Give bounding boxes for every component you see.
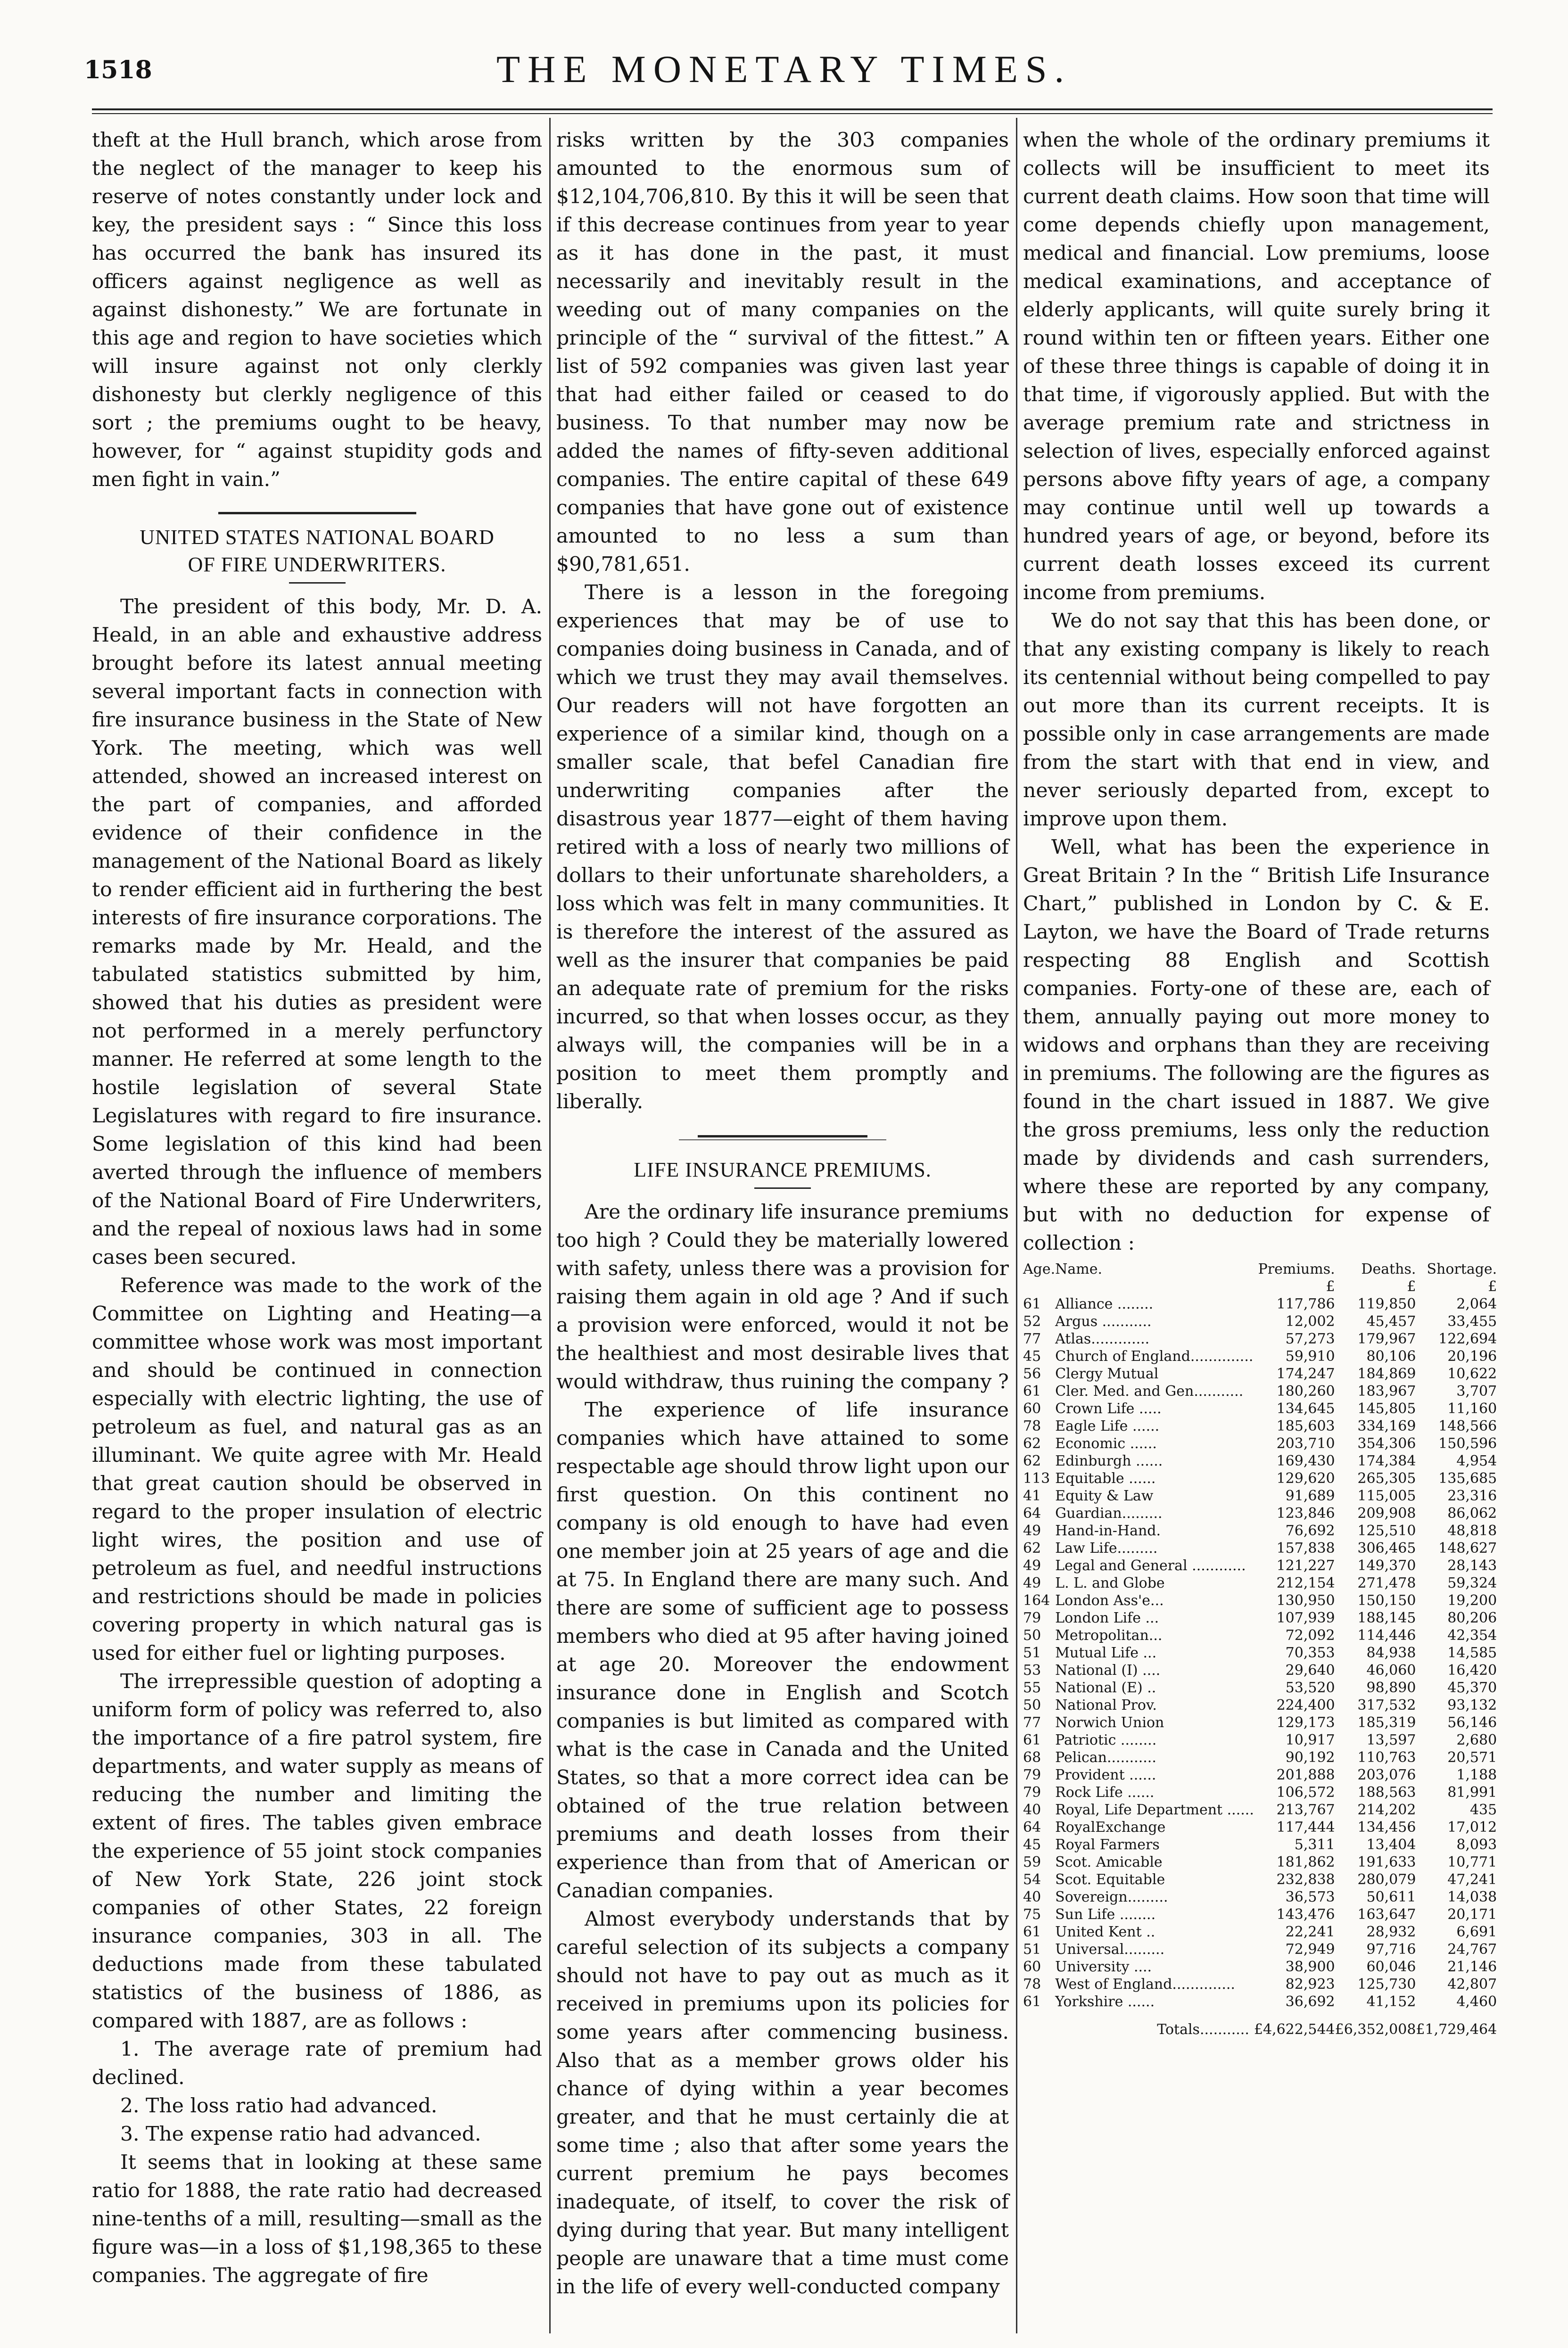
row-premiums: 22,241 [1285, 1924, 1335, 1940]
table-row [1023, 1662, 1497, 1679]
row-shortage: 80,206 [1447, 1610, 1497, 1626]
row-shortage: 59,324 [1447, 1575, 1497, 1591]
row-company-name: Clergy Mutual [1055, 1366, 1159, 1382]
row-company-name: Royal Farmers [1055, 1837, 1160, 1853]
row-deaths: 28,932 [1366, 1924, 1416, 1940]
totals-deaths: £6,352,008 [1335, 2021, 1416, 2038]
section-divider [218, 512, 416, 514]
section-divider [698, 1135, 867, 1137]
table-row [1023, 1487, 1497, 1505]
table-row [1023, 1819, 1497, 1836]
row-deaths: 13,404 [1366, 1837, 1416, 1853]
paragraph: There is a lesson in the foregoing experiences that may be of use to companies doing business in Canada, and of which we trust they may avail themselves. Our readers will not have forgotten an experience of a similar kind, though on a smaller scale, that befel Canadian fire underwriting companies after the disastrous year 1877—eight of them having retired with a loss of nearly two millions of dollars to their unfortunate shareholders, a loss which was felt in many communities. It is therefore the interest of the assured as well as the insurer that companies be paid an adequate rate of premium for the risks incurred, so that when losses occur, as they always will, the companies will be in a position to meet them promptly and liberally. [556, 581, 1009, 1113]
table-row [1023, 1330, 1497, 1348]
row-shortage: 1,188 [1456, 1767, 1497, 1783]
row-company-name: Royal, Life Department ...... [1055, 1802, 1254, 1818]
row-deaths: 97,716 [1366, 1941, 1416, 1958]
row-deaths: 115,005 [1357, 1488, 1416, 1504]
row-deaths: 203,076 [1357, 1767, 1416, 1783]
row-premiums: 106,572 [1276, 1784, 1335, 1801]
row-company-name: National (I) .... [1055, 1662, 1161, 1679]
paragraph: Reference was made to the work of the Committee on Lighting and Heating—a committee whose work was most important and should be continued in connection especially with electric lighting, the use of petroleum as fuel, and natural gas as an illuminant. We quite agree with Mr. Heald that great caution should be observed in regard to the proper insulation of electric light wires, the position and use of petroleum as fuel, and needful instructions and restrictions should be made in policies covering property in which natural gas is used for either fuel or lighting purposes. [92, 1274, 542, 1665]
row-deaths: 334,169 [1357, 1418, 1416, 1434]
row-shortage: 14,585 [1447, 1645, 1497, 1661]
row-shortage: 150,596 [1438, 1435, 1497, 1452]
row-premiums: 36,692 [1285, 1994, 1335, 2010]
row-deaths: 84,938 [1366, 1645, 1416, 1661]
table-row [1023, 1941, 1497, 1958]
row-company-name: Hand-in-Hand. [1055, 1523, 1161, 1539]
table-row [1023, 1679, 1497, 1697]
row-company-name: Pelican........... [1055, 1749, 1156, 1766]
row-deaths: 188,563 [1357, 1784, 1416, 1801]
row-company-name: United Kent .. [1055, 1924, 1155, 1940]
table-row [1023, 1505, 1497, 1522]
row-deaths: 80,106 [1366, 1348, 1416, 1365]
row-company-name: Universal......... [1055, 1941, 1165, 1958]
table-row [1023, 1400, 1497, 1417]
row-company-name: Equity & Law [1055, 1488, 1154, 1504]
row-premiums: 59,910 [1285, 1348, 1335, 1365]
row-deaths: 145,805 [1357, 1401, 1416, 1417]
row-age: 55 [1023, 1680, 1041, 1696]
table-row [1023, 1627, 1497, 1644]
row-shortage: 81,991 [1447, 1784, 1497, 1801]
row-company-name: Crown Life ..... [1055, 1401, 1162, 1417]
column-2 [556, 126, 1009, 2301]
row-deaths: 110,763 [1357, 1749, 1416, 1766]
table-row [1023, 1417, 1497, 1435]
paragraph: The president of this body, Mr. D. A. Heald, in an able and exhaustive address brought before its latest annual meeting several important facts in connection with fire insurance business in the State of New York. The meeting, which was well attended, showed an increased interest on the part of companies, and afforded evidence of their confidence in the management of the National Board as likely to render efficient aid in furthering the best interests of fire insurance corporations. The remarks made by Mr. Heald, and the tabulated statistics submitted by him, showed that his duties as president were not performed in a merely perfunctory manner. He referred at some length to the hostile legislation of several State Legislatures with regard to fire insurance. Some legislation of this kind had been averted through the influence of members of the National Board of Fire Underwriters, and the repeal of noxious laws had in some cases been secured. [92, 595, 542, 1269]
table-row [1023, 1993, 1497, 2010]
section-title-line-2: OF FIRE UNDERWRITERS. [188, 553, 446, 576]
row-premiums: 203,710 [1276, 1435, 1335, 1452]
row-age: 50 [1023, 1627, 1041, 1644]
row-shortage: 20,171 [1447, 1906, 1497, 1923]
row-premiums: 121,227 [1276, 1557, 1335, 1574]
table-row [1023, 1976, 1497, 1993]
column-header: Premiums. [1258, 1261, 1335, 1277]
row-shortage: 148,566 [1438, 1418, 1497, 1434]
row-age: 77 [1023, 1714, 1041, 1731]
row-premiums: 57,273 [1285, 1331, 1335, 1347]
row-shortage: 86,062 [1447, 1505, 1497, 1522]
paragraph: The irrepressible question of adopting a uniform form of policy was referred to, also the importance of a fire patrol system, fire departments, and water supply as means of reducing the number and limiting the extent of fires. The tables given embrace the experience of 55 joint stock companies of New York State, 226 joint stock companies of other States, 22 foreign insurance companies, 303 in all. The deductions made from these tabulated statistics of the business of 1886, as compared with 1887, are as follows : [92, 1670, 542, 2033]
table-row [1023, 1522, 1497, 1540]
row-age: 59 [1023, 1854, 1041, 1870]
table-row [1023, 1313, 1497, 1330]
row-company-name: National (E) .. [1055, 1680, 1156, 1696]
row-company-name: Eagle Life ...... [1055, 1418, 1160, 1434]
row-age: 78 [1023, 1976, 1041, 1993]
table-row [1023, 1592, 1497, 1609]
row-company-name: Cler. Med. and Gen........... [1055, 1383, 1244, 1400]
row-deaths: 150,150 [1357, 1592, 1416, 1609]
row-age: 68 [1023, 1749, 1041, 1766]
column-3 [1023, 126, 1497, 2038]
row-deaths: 163,647 [1357, 1906, 1416, 1923]
list-item: 1. The average rate of premium had declined. [92, 2038, 542, 2089]
row-premiums: 72,092 [1285, 1627, 1335, 1644]
row-company-name: Economic ...... [1055, 1435, 1157, 1452]
row-age: 61 [1023, 1732, 1041, 1748]
row-age: 62 [1023, 1453, 1041, 1469]
row-shortage: 48,818 [1447, 1523, 1497, 1539]
list-item: 2. The loss ratio had advanced. [120, 2094, 437, 2117]
row-age: 49 [1023, 1557, 1041, 1574]
table-row [1023, 1609, 1497, 1627]
row-company-name: Metropolitan... [1055, 1627, 1163, 1644]
row-shortage: 20,571 [1447, 1749, 1497, 1766]
row-deaths: 306,465 [1357, 1540, 1416, 1557]
row-age: 61 [1023, 1383, 1041, 1400]
row-age: 54 [1023, 1871, 1041, 1888]
table-row [1023, 1958, 1497, 1976]
paragraph: Are the ordinary life insurance premiums too high ? Could they be materially lowered with safety, unless there was a provision for raising them again in old age ? And if such a provision were enforced, would it not be the healthiest and most desirable lives that would withdraw, thus ruining the company ? [556, 1201, 1009, 1393]
row-age: 50 [1023, 1697, 1041, 1714]
row-deaths: 185,319 [1357, 1714, 1416, 1731]
row-shortage: 2,064 [1456, 1296, 1497, 1312]
row-shortage: 6,691 [1456, 1924, 1497, 1940]
row-company-name: Church of England.............. [1055, 1348, 1254, 1365]
row-premiums: 38,900 [1285, 1959, 1335, 1975]
row-shortage: 10,771 [1447, 1854, 1497, 1870]
paragraph: It seems that in looking at these same ratio for 1888, the rate ratio had decreased nine-tenths of a mill, resulting—small as the figure was—in a loss of $1,198,365 to these companies. The aggregate of fire [92, 2151, 542, 2287]
page-number: 1518 [84, 56, 152, 84]
row-shortage: 11,160 [1447, 1401, 1497, 1417]
row-premiums: 157,838 [1276, 1540, 1335, 1557]
row-age: 61 [1023, 1296, 1041, 1312]
row-deaths: 50,611 [1366, 1889, 1416, 1905]
row-age: 40 [1023, 1889, 1041, 1905]
row-age: 56 [1023, 1366, 1041, 1382]
column-header: Name. [1055, 1261, 1103, 1277]
row-premiums: 12,002 [1285, 1313, 1335, 1330]
row-age: 164 [1023, 1592, 1050, 1609]
row-shortage: 19,200 [1447, 1592, 1497, 1609]
row-company-name: West of England.............. [1055, 1976, 1235, 1993]
row-company-name: Equitable ...... [1055, 1470, 1156, 1487]
row-premiums: 232,838 [1276, 1871, 1335, 1888]
row-shortage: 24,767 [1447, 1941, 1497, 1958]
row-shortage: 42,354 [1447, 1627, 1497, 1644]
row-shortage: 8,093 [1456, 1837, 1497, 1853]
row-company-name: Sun Life ........ [1055, 1906, 1156, 1923]
row-deaths: 114,446 [1357, 1627, 1416, 1644]
row-company-name: Legal and General ............ [1055, 1557, 1246, 1574]
column-1 [92, 126, 542, 2290]
row-premiums: 143,476 [1276, 1906, 1335, 1923]
column-header: Age. [1023, 1261, 1056, 1277]
row-premiums: 130,950 [1276, 1592, 1335, 1609]
row-deaths: 188,145 [1357, 1610, 1416, 1626]
row-shortage: 56,146 [1447, 1714, 1497, 1731]
row-premiums: 36,573 [1285, 1889, 1335, 1905]
table-row [1023, 1697, 1497, 1714]
row-deaths: 209,908 [1357, 1505, 1416, 1522]
totals-age [1023, 2010, 1055, 2038]
row-company-name: London Ass'e... [1055, 1592, 1164, 1609]
totals-label: Totals........... [1157, 2021, 1249, 2038]
row-company-name: Yorkshire ...... [1055, 1994, 1155, 2010]
row-company-name: Scot. Amicable [1055, 1854, 1163, 1870]
row-premiums: 129,620 [1276, 1470, 1335, 1487]
table-row [1023, 1923, 1497, 1941]
row-shortage: 33,455 [1447, 1313, 1497, 1330]
row-premiums: 70,353 [1285, 1645, 1335, 1661]
row-deaths: 354,306 [1357, 1435, 1416, 1452]
table-row [1023, 1383, 1497, 1400]
table-row [1023, 1766, 1497, 1784]
row-age: 45 [1023, 1837, 1041, 1853]
row-company-name: Alliance ........ [1055, 1296, 1154, 1312]
row-shortage: 135,685 [1438, 1470, 1497, 1487]
row-premiums: 129,173 [1276, 1714, 1335, 1731]
table-currency-row [1023, 1278, 1497, 1295]
row-company-name: University .... [1055, 1959, 1152, 1975]
row-company-name: Argus ........... [1055, 1313, 1152, 1330]
table-row [1023, 1365, 1497, 1383]
row-premiums: 201,888 [1276, 1767, 1335, 1783]
row-premiums: 107,939 [1276, 1610, 1335, 1626]
column-separator-1 [549, 118, 551, 2333]
row-deaths: 183,967 [1357, 1383, 1416, 1400]
row-shortage: 20,196 [1447, 1348, 1497, 1365]
table-row [1023, 1557, 1497, 1574]
paragraph: Well, what has been the experience in Great Britain ? In the “ British Life Insurance Chart,” published in London by C. & E. Layton, we have the Board of Trade returns respecting 88 English and Scottish companies. Forty-one of these are, each of them, annually paying out more money to widows and orphans than they are receiving in premiums. The following are the figures as found in the chart issued in 1887. We give the gross premiums, less only the reduction made by dividends and cash surrenders, where these are reported by any company, but with no deduction for expense of collection : [1023, 836, 1490, 1255]
row-premiums: 185,603 [1276, 1418, 1335, 1434]
table-row [1023, 1906, 1497, 1923]
row-age: 51 [1023, 1941, 1041, 1958]
row-shortage: 45,370 [1447, 1680, 1497, 1696]
table-row [1023, 1644, 1497, 1662]
row-premiums: 213,767 [1276, 1802, 1335, 1818]
row-shortage: 17,012 [1447, 1819, 1497, 1836]
currency-symbol: £ [1407, 1278, 1416, 1295]
header-rule [92, 108, 1493, 110]
row-premiums: 180,260 [1276, 1383, 1335, 1400]
row-deaths: 149,370 [1357, 1557, 1416, 1574]
totals-premiums: £4,622,544 [1254, 2021, 1335, 2038]
row-age: 113 [1023, 1470, 1050, 1487]
row-deaths: 271,478 [1357, 1575, 1416, 1591]
currency-symbol: £ [1326, 1278, 1335, 1295]
row-age: 49 [1023, 1575, 1041, 1591]
row-premiums: 224,400 [1276, 1697, 1335, 1714]
row-company-name: Provident ...... [1055, 1767, 1156, 1783]
totals-shortage: £1,729,464 [1416, 2021, 1497, 2038]
table-row [1023, 1574, 1497, 1592]
row-shortage: 42,807 [1447, 1976, 1497, 1993]
row-deaths: 98,890 [1366, 1680, 1416, 1696]
row-company-name: Rock Life ...... [1055, 1784, 1155, 1801]
paragraph: We do not say that this has been done, or that any existing company is likely to reach its centennial without being compelled to pay out more than its current receipts. It is possible only in case arrangements are made from the start with that end in view, and never seriously departed from, except to improve upon them. [1023, 610, 1490, 831]
row-company-name: Mutual Life ... [1055, 1645, 1157, 1661]
row-deaths: 134,456 [1357, 1819, 1416, 1836]
table-row [1023, 1295, 1497, 1313]
row-shortage: 14,038 [1447, 1889, 1497, 1905]
row-shortage: 435 [1469, 1802, 1497, 1818]
row-age: 79 [1023, 1767, 1041, 1783]
row-age: 60 [1023, 1401, 1041, 1417]
column-separator-2 [1016, 118, 1017, 2333]
row-premiums: 169,430 [1276, 1453, 1335, 1469]
table-row [1023, 1871, 1497, 1888]
section-title-life-premiums: LIFE INSURANCE PREMIUMS. [634, 1158, 932, 1181]
table-row [1023, 1749, 1497, 1766]
table-row [1023, 1888, 1497, 1906]
paragraph: Almost everybody understands that by careful selection of its subjects a company should not have to pay out as much as it received in premiums upon its policies for some years after commencing business. Also that as a member grows older his chance of dying within a year becomes greater, and that he must certainly die at some time ; also that after some years the current premium he pays becomes inadequate, of itself, to cover the risk of dying during that year. But many intelligent people are unaware that a time must come in the life of every well-conducted company [556, 1908, 1009, 2299]
row-age: 40 [1023, 1802, 1041, 1818]
row-age: 60 [1023, 1959, 1041, 1975]
row-deaths: 41,152 [1366, 1994, 1416, 2010]
currency-symbol: £ [1488, 1278, 1497, 1295]
row-premiums: 72,949 [1285, 1941, 1335, 1958]
column-header: Deaths. [1361, 1261, 1416, 1277]
row-premiums: 90,192 [1285, 1749, 1335, 1766]
header-rule-thin [92, 113, 1493, 114]
row-shortage: 21,146 [1447, 1959, 1497, 1975]
row-shortage: 4,460 [1456, 1994, 1497, 2010]
paragraph: risks written by the 303 companies amounted to the enormous sum of $12,104,706,810. By this it will be seen that if this decrease continues from year to year as it has done in the past, it must necessarily and inevitably result in the weeding out of many companies on the principle of the “ survival of the fittest.” A list of 592 companies was given last year that had either failed or ceased to do business. To that number may now be added the names of fifty-seven additional companies. The entire capital of these 649 companies that have gone out of existence amounted to no less a sum than $90,781,651. [556, 129, 1009, 576]
row-premiums: 5,311 [1294, 1837, 1335, 1853]
row-age: 52 [1023, 1313, 1041, 1330]
paragraph: theft at the Hull branch, which arose from the neglect of the manager to keep his reserve of notes constantly under lock and key, the president says : “ Since this loss has occurred the bank has insured its officers against negligence as well as against dishonesty.” We are fortunate in this age and region to have societies which will insure against not only clerkly dishonesty but clerkly negligence of this sort ; the premiums ought to be heavy, however, for “ against stupidity gods and men fight in vain.” [92, 129, 542, 491]
row-age: 64 [1023, 1819, 1041, 1836]
row-premiums: 212,154 [1276, 1575, 1335, 1591]
row-deaths: 45,457 [1366, 1313, 1416, 1330]
row-premiums: 76,692 [1285, 1523, 1335, 1539]
row-age: 75 [1023, 1906, 1041, 1923]
row-deaths: 119,850 [1357, 1296, 1416, 1312]
row-shortage: 2,680 [1456, 1732, 1497, 1748]
table-row [1023, 1435, 1497, 1452]
row-deaths: 184,869 [1357, 1366, 1416, 1382]
row-premiums: 117,444 [1276, 1819, 1335, 1836]
row-age: 78 [1023, 1418, 1041, 1434]
row-shortage: 16,420 [1447, 1662, 1497, 1679]
row-age: 49 [1023, 1523, 1041, 1539]
row-shortage: 148,627 [1438, 1540, 1497, 1557]
section-title-line-1: UNITED STATES NATIONAL BOARD [140, 526, 495, 549]
row-deaths: 13,597 [1366, 1732, 1416, 1748]
row-company-name: Edinburgh ...... [1055, 1453, 1163, 1469]
row-premiums: 53,520 [1285, 1680, 1335, 1696]
row-company-name: London Life ... [1055, 1610, 1159, 1626]
table-row [1023, 1452, 1497, 1470]
table-row [1023, 1470, 1497, 1487]
section-title-fire-underwriters [92, 524, 542, 578]
table-row [1023, 1714, 1497, 1731]
row-deaths: 174,384 [1357, 1453, 1416, 1469]
row-age: 79 [1023, 1784, 1041, 1801]
row-shortage: 28,143 [1447, 1557, 1497, 1574]
row-company-name: Guardian......... [1055, 1505, 1163, 1522]
row-deaths: 46,060 [1366, 1662, 1416, 1679]
row-deaths: 191,633 [1357, 1854, 1416, 1870]
row-deaths: 179,967 [1357, 1331, 1416, 1347]
row-premiums: 91,689 [1285, 1488, 1335, 1504]
row-company-name: RoyalExchange [1055, 1819, 1166, 1836]
row-premiums: 82,923 [1285, 1976, 1335, 1993]
row-age: 62 [1023, 1435, 1041, 1452]
row-premiums: 181,862 [1276, 1854, 1335, 1870]
row-company-name: Norwich Union [1055, 1714, 1164, 1731]
short-divider [289, 582, 346, 584]
row-age: 45 [1023, 1348, 1041, 1365]
table-row [1023, 1784, 1497, 1801]
list-item: 3. The expense ratio had advanced. [120, 2123, 481, 2146]
row-premiums: 10,917 [1285, 1732, 1335, 1748]
row-company-name: National Prov. [1055, 1697, 1157, 1714]
row-age: 41 [1023, 1488, 1041, 1504]
row-deaths: 214,202 [1357, 1802, 1416, 1818]
row-shortage: 10,622 [1447, 1366, 1497, 1382]
row-shortage: 4,954 [1456, 1453, 1497, 1469]
row-company-name: L. L. and Globe [1055, 1575, 1165, 1591]
row-deaths: 265,305 [1357, 1470, 1416, 1487]
row-premiums: 117,786 [1276, 1296, 1335, 1312]
paragraph: The experience of life insurance companies which have attained to some respectable age should throw light upon our first question. On this continent no company is old enough to have had even one member join at 25 years of age and die at 75. In England there are many such. And there are some of sufficient age to possess members who died at 95 after having joined at age 20. Moreover the endowment insurance done in English and Scotch companies is but limited as compared with what is the case in Canada and the United States, so that a more correct idea can be obtained of the true relation between premiums and death losses from their experience than from that of American or Canadian companies. [556, 1399, 1009, 1903]
row-age: 61 [1023, 1924, 1041, 1940]
row-shortage: 47,241 [1447, 1871, 1497, 1888]
row-age: 62 [1023, 1540, 1041, 1557]
table-row [1023, 1801, 1497, 1819]
section-divider-thin [679, 1139, 886, 1140]
row-company-name: Scot. Equitable [1055, 1871, 1165, 1888]
table-row [1023, 1836, 1497, 1854]
row-shortage: 23,316 [1447, 1488, 1497, 1504]
row-premiums: 123,846 [1276, 1505, 1335, 1522]
row-deaths: 280,079 [1357, 1871, 1416, 1888]
table-row [1023, 1854, 1497, 1871]
row-company-name: Patriotic ........ [1055, 1732, 1157, 1748]
table-header-row [1023, 1261, 1497, 1278]
row-deaths: 60,046 [1366, 1959, 1416, 1975]
row-age: 79 [1023, 1610, 1041, 1626]
short-divider [754, 1187, 811, 1189]
table-body [1023, 1295, 1497, 2010]
row-premiums: 29,640 [1285, 1662, 1335, 1679]
row-premiums: 174,247 [1276, 1366, 1335, 1382]
paragraph: when the whole of the ordinary premiums it collects will be insufficient to meet its current death claims. How soon that time will come depends chiefly upon management, medical and financial. Low premiums, loose medical examinations, and acceptance of elderly applicants, will quite surely bring it round within ten or fifteen years. Either one of these three things is capable of doing it in that time, if vigorously applied. But with the average premium rate and strictness in selection of lives, especially enforced against persons above fifty years of age, a company may continue until well up towards a hundred years of age, or beyond, before its current death losses exceed its current income from premiums. [1023, 129, 1490, 604]
insurance-premiums-table [1023, 1261, 1497, 2038]
row-deaths: 317,532 [1357, 1697, 1416, 1714]
row-company-name: Law Life......... [1055, 1540, 1158, 1557]
column-header: Shortage. [1427, 1261, 1497, 1277]
table-row [1023, 1731, 1497, 1749]
row-company-name: Sovereign......... [1055, 1889, 1168, 1905]
row-age: 61 [1023, 1994, 1041, 2010]
row-deaths: 125,510 [1357, 1523, 1416, 1539]
row-shortage: 122,694 [1438, 1331, 1497, 1347]
row-age: 77 [1023, 1331, 1041, 1347]
row-company-name: Atlas............. [1055, 1331, 1150, 1347]
table-row [1023, 1540, 1497, 1557]
row-shortage: 3,707 [1456, 1383, 1497, 1400]
row-premiums: 134,645 [1276, 1401, 1335, 1417]
row-shortage: 93,132 [1447, 1697, 1497, 1714]
row-age: 53 [1023, 1662, 1041, 1679]
row-age: 64 [1023, 1505, 1041, 1522]
table-row [1023, 1348, 1497, 1365]
row-deaths: 125,730 [1357, 1976, 1416, 1993]
publication-title: THE MONETARY TIMES. [496, 48, 1072, 91]
totals-row [1023, 2010, 1497, 2038]
row-age: 51 [1023, 1645, 1041, 1661]
